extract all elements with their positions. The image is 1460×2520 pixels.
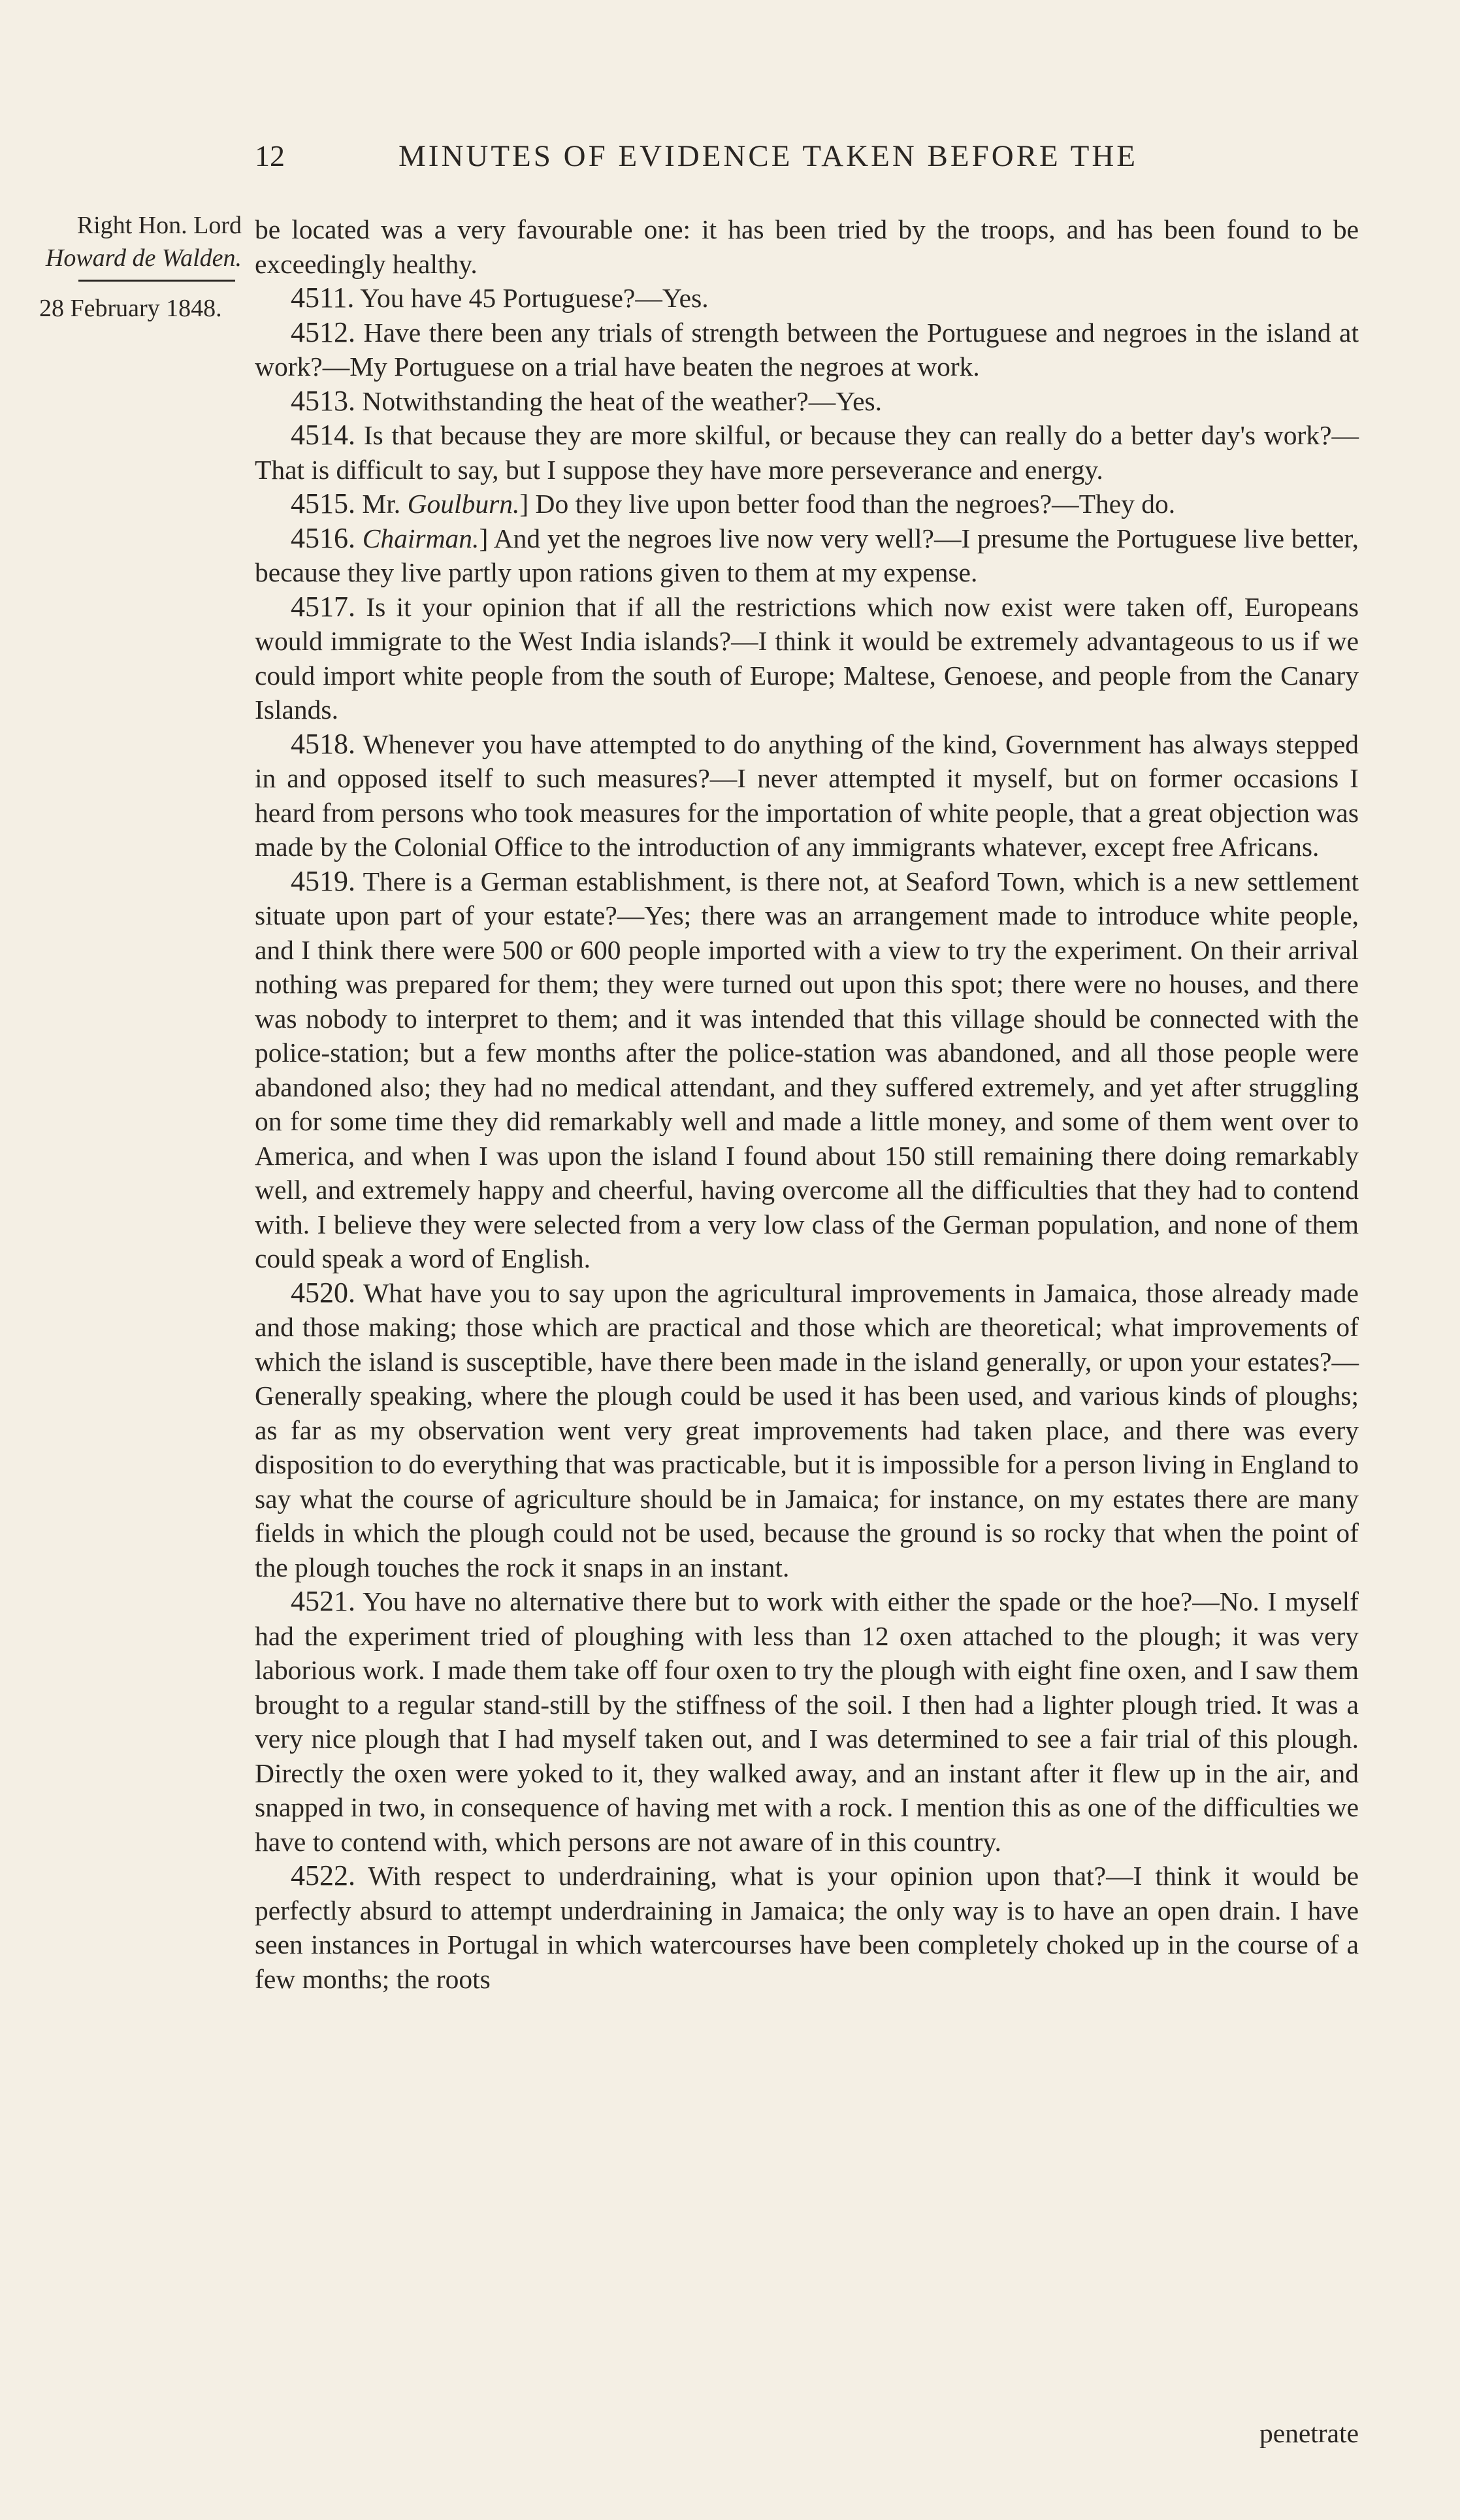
question-4511: 4511. You have 45 Portuguese?—Yes.	[291, 282, 709, 314]
question-4512: 4512. Have there been any trials of strength between the Portuguese and negroes in the island at work?—My Portuguese on a trial have beaten the negroes at work.	[255, 316, 1359, 382]
speaker: Chairman.]	[362, 523, 489, 553]
marginal-note	[33, 209, 242, 325]
question-4515: 4515. Mr. Goulburn.] Do they live upon better food than the negroes?—They do.	[291, 487, 1176, 519]
question-4517: 4517. Is it your opinion that if all the restrictions which now exist were taken off, Europeans would immigrate to the West India islands?—I think it would be extremely advantageous to us if we could import white people from the south of Europe; Maltese, Genoese, and people from the Canary Islands.	[255, 590, 1359, 725]
witness-line-1: Right Hon. Lord	[76, 212, 242, 239]
question-4518: 4518. Whenever you have attempted to do anything of the kind, Government has always stepped in and opposed itself to such measures?—I never attempted it myself, but on former occasions I heard from persons who took measures for the importation of white people, that a great objection was made by the Colonial Office to the introduction of any immigrants whatever, except free Africans.	[255, 727, 1359, 862]
question-4522: 4522. With respect to underdraining, what is your opinion upon that?—I think it would be perfectly absurd to attempt underdraining in Jamaica; the only way is to have an open drain. I have seen instances in Portugal in which watercourses have been completely choked up in the course of a few months; the roots	[255, 1859, 1359, 1994]
page-number: 12	[255, 139, 285, 172]
marginal-rule	[78, 280, 235, 282]
evidence-text	[255, 212, 1359, 1996]
evidence-date: 28 February 1848.	[39, 295, 222, 322]
catchword: penetrate	[1259, 2418, 1359, 2448]
question-4514: 4514. Is that because they are more skilful, or because they can really do a better day's work?—That is difficult to say, but I suppose they have more perseverance and energy.	[255, 419, 1359, 485]
witness-name: Howard de Walden.	[45, 244, 242, 272]
question-4521: 4521. You have no alternative there but to work with either the spade or the hoe?—No. I myself had the experiment tried of ploughing with less than 12 oxen attached to the plough; it was very laborious work. I made them take off four oxen to try the plough with eight fine oxen, and I saw them brought to a regular stand-still by the stiffness of the soil. I then had a lighter plough tried. It was a very nice plough that I had myself taken out, and I was determined to see a fair trial of this plough. Directly the oxen were yoked to it, they walked away, and an instant after it flew up in the air, and snapped in two, in consequence of having met with a rock. I mention this as one of the difficulties we have to contend with, which persons are not aware of in this country.	[255, 1585, 1359, 1857]
running-title: MINUTES OF EVIDENCE TAKEN BEFORE THE	[398, 139, 1139, 173]
question-4520: 4520. What have you to say upon the agricultural improvements in Jamaica, those already made and those making; those which are practical and those which are theoretical; what improvements of which the island is susceptible, have there been made in the island generally, or upon your estates?—Generally speaking, where the plough could be used it has been used, and various kinds of ploughs; as far as my observation went very great improvements had taken place, and there was every disposition to do everything that was practicable, but it is impossible for a person living in England to say what the course of agriculture should be in Jamaica; for instance, on my estates there are many fields in which the plough could not be used, because the ground is so rocky that when the point of the plough touches the rock it snaps in an instant.	[255, 1276, 1359, 1582]
page-header	[255, 139, 1372, 184]
question-4513: 4513. Notwithstanding the heat of the weather?—Yes.	[291, 384, 883, 417]
question-4516: 4516. Chairman.] And yet the negroes live now very well?—I presume the Portuguese live better, because they live partly upon rations given to them at my expense.	[255, 521, 1359, 587]
paragraph-continuation: be located was a very favourable one: it has been tried by the troops, and has been found to be exceedingly healthy.	[255, 214, 1359, 279]
question-4519: 4519. There is a German establishment, is there not, at Seaford Town, which is a new settlement situate upon part of your estate?—Yes; there was an arrangement made to introduce white people, and I think there were 500 or 600 people imported with a view to try the experiment. On their arrival nothing was prepared for them; they were turned out upon this spot; there were no houses, and there was nobody to interpret to them; and it was intended that this village should be connected with the police-station; but a few months after the police-station was abandoned, and all those people were abandoned also; they had no medical attendant, and they suffered extremely, and yet after struggling on for some time they did remarkably well and made a little money, and some of them went over to America, and when I was upon the island I found about 150 still remaining there doing remarkably well, and extremely happy and cheerful, having overcome all the difficulties that they had to contend with. I believe they were selected from a very low class of the German population, and none of them could speak a word of English.	[255, 864, 1359, 1273]
speaker: Mr. Goulburn.]	[362, 489, 529, 519]
